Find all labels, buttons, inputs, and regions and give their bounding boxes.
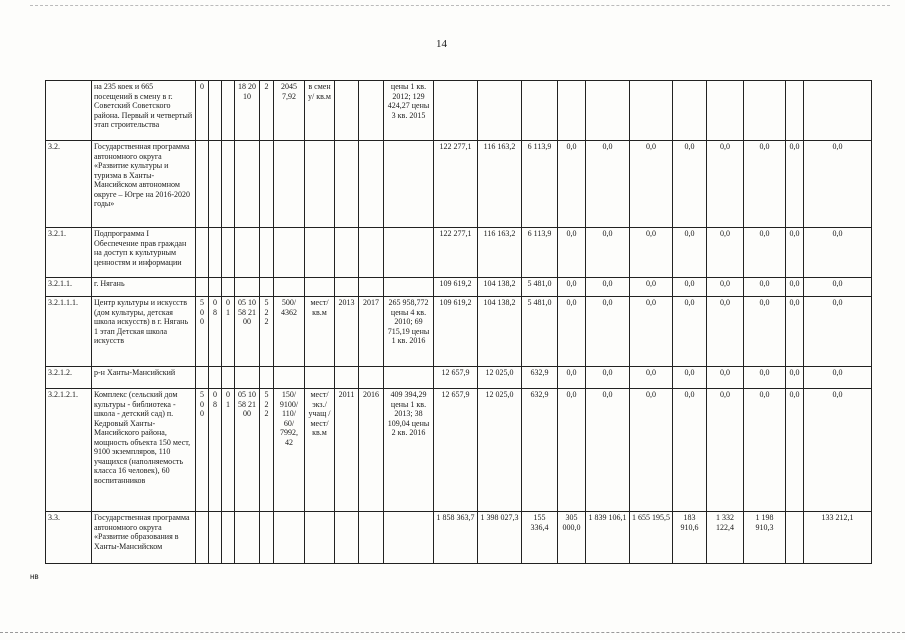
table-cell: 0,0 xyxy=(786,297,804,367)
table-cell: 0,0 xyxy=(744,141,786,228)
table-cell xyxy=(305,367,335,389)
table-cell xyxy=(274,278,305,297)
table-cell: 0,0 xyxy=(558,297,586,367)
table-cell: 5 0 0 xyxy=(196,389,209,512)
table-cell: 12 657,9 xyxy=(434,367,478,389)
table-cell: 0,0 xyxy=(804,297,872,367)
table-cell xyxy=(359,81,384,141)
table-cell: 2017 xyxy=(359,297,384,367)
table-cell: 0,0 xyxy=(744,389,786,512)
table-cell: 12 025,0 xyxy=(478,367,522,389)
table-cell xyxy=(359,141,384,228)
table-cell: 2045 7,92 xyxy=(274,81,305,141)
table-cell xyxy=(222,512,235,564)
page-top-edge xyxy=(30,5,890,6)
table-cell xyxy=(222,228,235,278)
table-cell: 0,0 xyxy=(586,141,630,228)
table-cell: мест/ кв.м xyxy=(305,297,335,367)
table-cell xyxy=(274,512,305,564)
table-row xyxy=(46,141,872,228)
table-cell xyxy=(673,81,707,141)
table-cell xyxy=(274,367,305,389)
table-cell: 0,0 xyxy=(804,389,872,512)
table-cell: 0 8 xyxy=(209,389,222,512)
table-cell xyxy=(274,141,305,228)
table-cell: 155 336,4 xyxy=(522,512,558,564)
table-cell xyxy=(196,278,209,297)
table-cell xyxy=(196,141,209,228)
table-cell: г. Нягань xyxy=(92,278,196,297)
table-cell xyxy=(274,228,305,278)
table-cell xyxy=(222,367,235,389)
table-cell xyxy=(359,512,384,564)
table-cell xyxy=(46,81,92,141)
table-cell: 2016 xyxy=(359,389,384,512)
table-cell xyxy=(335,141,359,228)
table-row xyxy=(46,389,872,512)
table-cell: 500/ 4362 xyxy=(274,297,305,367)
table-cell: 0,0 xyxy=(558,228,586,278)
page-number: 14 xyxy=(436,38,447,50)
table-cell: 0,0 xyxy=(804,228,872,278)
table-cell xyxy=(260,512,274,564)
table-cell xyxy=(209,367,222,389)
table-cell xyxy=(196,512,209,564)
table-cell: 0,0 xyxy=(744,297,786,367)
page-bottom-edge xyxy=(0,632,905,633)
table-cell: 150/ 9100/ 110/ 60/ 7992, 42 xyxy=(274,389,305,512)
table-cell: 3.2.1.2.1. xyxy=(46,389,92,512)
table-cell xyxy=(786,512,804,564)
table-cell: мест/ экз./ учащ / мест/ кв.м xyxy=(305,389,335,512)
investment-table xyxy=(45,80,872,564)
table-cell xyxy=(260,228,274,278)
table-cell xyxy=(260,367,274,389)
table-cell: 0,0 xyxy=(630,228,673,278)
table-row xyxy=(46,81,872,141)
table-cell xyxy=(384,141,434,228)
table-cell: 6 113,9 xyxy=(522,228,558,278)
table-cell xyxy=(235,278,260,297)
table-cell xyxy=(586,81,630,141)
table-cell xyxy=(384,512,434,564)
table-cell: 183 910,6 xyxy=(673,512,707,564)
table-cell xyxy=(235,141,260,228)
table-cell xyxy=(786,81,804,141)
table-cell: 305 000,0 xyxy=(558,512,586,564)
table-cell: 0,0 xyxy=(744,278,786,297)
table-cell: 0,0 xyxy=(558,141,586,228)
table-cell: 1 655 195,5 xyxy=(630,512,673,564)
table-cell: на 235 коек и 665 посещений в смену в г. Советский Советского района. Первый и четвертый этап строительства xyxy=(92,81,196,141)
table-cell: 104 138,2 xyxy=(478,278,522,297)
table-cell: 0,0 xyxy=(673,389,707,512)
table-cell: Комплекс (сельский дом культуры - библиотека - школа - детский сад) п. Кедровый Ханты-Мансийского района, мощность объекта 150 мест, 9100 экземпляров, 110 учащихся (наполняемость класса 16 человек), 60 воспитанников xyxy=(92,389,196,512)
table-cell: 3.2. xyxy=(46,141,92,228)
footer-mark: нв xyxy=(30,572,39,581)
table-cell: 0,0 xyxy=(707,297,744,367)
table-cell: 0 xyxy=(196,81,209,141)
table-cell: 3.2.1.1.1. xyxy=(46,297,92,367)
table-row xyxy=(46,228,872,278)
table-cell: 116 163,2 xyxy=(478,141,522,228)
table-row xyxy=(46,297,872,367)
table-cell: Государственная программа автономного округа «Развитие культуры и туризма в Ханты-Мансийском автономном округе – Югре на 2016-2020 годы» xyxy=(92,141,196,228)
table-cell: 632,9 xyxy=(522,389,558,512)
table-cell: в смен у/ кв.м xyxy=(305,81,335,141)
table-cell xyxy=(222,278,235,297)
table-cell xyxy=(558,81,586,141)
table-cell: 0,0 xyxy=(707,141,744,228)
table-cell: Подпрограмма I Обеспечение прав граждан на доступ к культурным ценностям и информации xyxy=(92,228,196,278)
table-cell xyxy=(384,367,434,389)
table-cell xyxy=(305,278,335,297)
table-cell: 116 163,2 xyxy=(478,228,522,278)
table-cell xyxy=(384,228,434,278)
table-cell: 1 398 027,3 xyxy=(478,512,522,564)
table-cell: 5 0 0 xyxy=(196,297,209,367)
table-cell: 0,0 xyxy=(558,389,586,512)
table-cell: 265 958,772 цены 4 кв. 2010; 69 715,19 цены 1 кв. 2016 xyxy=(384,297,434,367)
table-cell xyxy=(235,512,260,564)
table-cell: 0,0 xyxy=(630,297,673,367)
table-cell: 0,0 xyxy=(744,228,786,278)
table-cell: 0,0 xyxy=(558,367,586,389)
table-row xyxy=(46,278,872,297)
table-cell xyxy=(335,228,359,278)
table-cell: 0,0 xyxy=(673,141,707,228)
table-cell xyxy=(235,367,260,389)
table-cell: 12 025,0 xyxy=(478,389,522,512)
table-cell xyxy=(384,278,434,297)
table-cell: 2 xyxy=(260,81,274,141)
table-cell: 0,0 xyxy=(630,367,673,389)
table-cell: 18 20 10 xyxy=(235,81,260,141)
table-cell: 0,0 xyxy=(586,367,630,389)
table-cell: 0,0 xyxy=(804,141,872,228)
table-cell xyxy=(434,81,478,141)
table-cell: р-н Ханты-Мансийский xyxy=(92,367,196,389)
table-cell xyxy=(335,367,359,389)
table-cell: 5 481,0 xyxy=(522,278,558,297)
table-cell: 1 858 363,7 xyxy=(434,512,478,564)
table-cell: 5 2 2 xyxy=(260,297,274,367)
table-cell xyxy=(335,81,359,141)
table-cell: Центр культуры и искусств (дом культуры, детская школа искусств) в г. Нягань 1 этап Детская школа искусств xyxy=(92,297,196,367)
table-cell: 05 10 58 21 00 xyxy=(235,389,260,512)
table-cell xyxy=(305,512,335,564)
table-cell xyxy=(305,141,335,228)
table-cell: 109 619,2 xyxy=(434,297,478,367)
table-cell: 3.2.1.2. xyxy=(46,367,92,389)
table-cell xyxy=(222,141,235,228)
table-cell: 0,0 xyxy=(630,278,673,297)
table-cell: 0,0 xyxy=(707,228,744,278)
table-cell: 0,0 xyxy=(558,278,586,297)
table-cell: 0,0 xyxy=(786,278,804,297)
table-cell: 0,0 xyxy=(673,228,707,278)
table-cell: 3.2.1.1. xyxy=(46,278,92,297)
table-cell xyxy=(359,367,384,389)
table-cell xyxy=(630,81,673,141)
table-cell: 6 113,9 xyxy=(522,141,558,228)
table-cell: 104 138,2 xyxy=(478,297,522,367)
table-cell: цены 1 кв. 2012; 129 424,27 цены 3 кв. 2015 xyxy=(384,81,434,141)
table-cell xyxy=(209,512,222,564)
table-cell: 0,0 xyxy=(744,367,786,389)
table-cell xyxy=(235,228,260,278)
table-cell xyxy=(522,81,558,141)
table-cell: 5 2 2 xyxy=(260,389,274,512)
table-cell: 2013 xyxy=(335,297,359,367)
table-cell: 0,0 xyxy=(673,278,707,297)
table-cell: 0,0 xyxy=(586,278,630,297)
table-cell xyxy=(804,81,872,141)
table-cell xyxy=(209,228,222,278)
table-cell xyxy=(209,141,222,228)
table-cell: 0,0 xyxy=(707,367,744,389)
table-cell: 0,0 xyxy=(586,228,630,278)
table-cell: 632,9 xyxy=(522,367,558,389)
table-cell: 0,0 xyxy=(786,141,804,228)
table-cell: 0,0 xyxy=(786,367,804,389)
table-cell xyxy=(359,278,384,297)
table-cell xyxy=(196,367,209,389)
table-row xyxy=(46,367,872,389)
table-cell xyxy=(196,228,209,278)
table-cell xyxy=(359,228,384,278)
table-cell: 3.3. xyxy=(46,512,92,564)
table-cell: 5 481,0 xyxy=(522,297,558,367)
table-cell xyxy=(744,81,786,141)
table-cell xyxy=(260,141,274,228)
table-cell: 0 1 xyxy=(222,297,235,367)
table-cell xyxy=(478,81,522,141)
table-cell: 05 10 58 21 00 xyxy=(235,297,260,367)
table-cell: 0,0 xyxy=(673,367,707,389)
table-cell: 0 8 xyxy=(209,297,222,367)
table-cell: 0,0 xyxy=(586,297,630,367)
table-cell: 409 394,29 цены 1 кв. 2013; 38 109,04 цены 2 кв. 2016 xyxy=(384,389,434,512)
table-cell xyxy=(222,81,235,141)
table-cell: Государственная программа автономного округа «Развитие образования в Ханты-Мансийском xyxy=(92,512,196,564)
table-cell: 0,0 xyxy=(630,141,673,228)
table-cell: 0,0 xyxy=(786,228,804,278)
table-cell: 133 212,1 xyxy=(804,512,872,564)
table-cell: 2011 xyxy=(335,389,359,512)
table-cell: 0,0 xyxy=(586,389,630,512)
table-cell xyxy=(260,278,274,297)
table-cell: 0,0 xyxy=(707,389,744,512)
table-cell: 109 619,2 xyxy=(434,278,478,297)
table-cell: 122 277,1 xyxy=(434,141,478,228)
table-cell xyxy=(335,512,359,564)
table-row xyxy=(46,512,872,564)
table-cell xyxy=(707,81,744,141)
table-cell xyxy=(305,228,335,278)
table-cell: 0,0 xyxy=(804,367,872,389)
table-cell xyxy=(209,81,222,141)
table-cell: 0 1 xyxy=(222,389,235,512)
table-cell: 0,0 xyxy=(786,389,804,512)
table-cell: 3.2.1. xyxy=(46,228,92,278)
table-cell: 0,0 xyxy=(707,278,744,297)
table-cell xyxy=(209,278,222,297)
table-cell xyxy=(335,278,359,297)
table-cell: 12 657,9 xyxy=(434,389,478,512)
table-cell: 0,0 xyxy=(804,278,872,297)
table-cell: 0,0 xyxy=(630,389,673,512)
table-cell: 122 277,1 xyxy=(434,228,478,278)
table-cell: 1 198 910,3 xyxy=(744,512,786,564)
table-cell: 1 332 122,4 xyxy=(707,512,744,564)
table-cell: 1 839 106,1 xyxy=(586,512,630,564)
table-cell: 0,0 xyxy=(673,297,707,367)
